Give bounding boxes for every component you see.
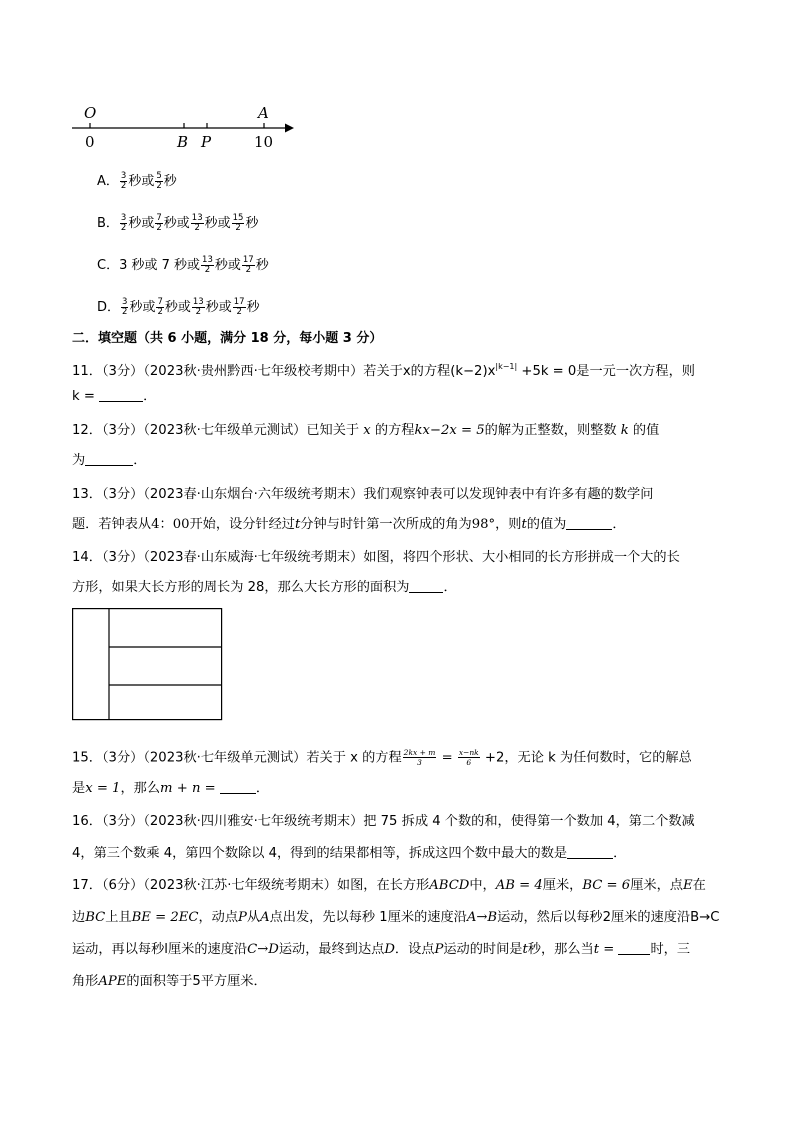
tick-label-10: 10 (254, 133, 274, 151)
fraction: $\frac{13}{2}$ (191, 213, 203, 233)
answer-blank-11[interactable] (99, 389, 143, 402)
question-17-line3: 运动，再以每秒l厘米的速度沿C→D运动，最终到达点D．设点P运动的时间是t秒，那么当t = 时，三 (72, 942, 691, 957)
outer-rectangle (73, 609, 222, 720)
question-12-line1: 12．（3分）（2023秋·七年级单元测试）已知关于 x 的方程kx−2x = 5的解为正整数，则整数 k 的值 (72, 423, 660, 438)
section-heading: 二．填空题（共 6 小题，满分 18 分，每小题 3 分） (72, 331, 383, 346)
fraction: $\frac{7}{2}$ (157, 297, 163, 317)
answer-blank-16[interactable] (567, 846, 613, 859)
question-15-line1: 15．（3分）（2023秋·七年级单元测试）若关于 x 的方程 $\frac{2kx + m}{3}$ = $\frac{x-nk}{6}$ +2，无论 k 为任何数时，它的解总 (72, 748, 692, 767)
rectangles-figure (72, 608, 224, 722)
fraction: $\frac{x-nk}{6}$ (458, 748, 479, 767)
label-a: A (258, 104, 269, 122)
question-17-line4: 角形APE的面积等于5平方厘米． (72, 974, 267, 989)
question-15-line2: 是x = 1，那么m + n = ． (72, 781, 270, 796)
fraction: $\frac{15}{2}$ (232, 213, 244, 233)
fraction: $\frac{7}{2}$ (156, 213, 162, 233)
question-13-line2: 题．若钟表从4：00开始，设分针经过t分钟与时针第一次所成的角为98°，则t的值为 ． (72, 517, 626, 532)
fraction: $\frac{13}{2}$ (202, 255, 213, 275)
label-p: P (201, 133, 212, 151)
question-14-line1: 14．（3分）（2023春·山东威海·七年级统考期末）如图，将四个形状、大小相同的长方形拼成一个大的长 (72, 550, 680, 565)
question-11-line1: 11．（3分）（2023秋·贵州黔西·七年级校考期中）若关于x的方程$(k-2)x^{|k-1|} +5k = 0$是一元一次方程，则 (72, 362, 695, 379)
answer-blank-17[interactable] (618, 942, 650, 955)
fraction: $\frac{3}{2}$ (122, 297, 128, 317)
option-b[interactable]: B． $\frac{3}{2}$ 秒或 $\frac{7}{2}$ 秒或 $\frac{13}{2}$ 秒或 $\frac{15}{2}$ 秒 (97, 213, 259, 233)
option-c[interactable]: C．3 秒或 7 秒或 $\frac{13}{2}$ 秒或 $\frac{17}{2}$ 秒 (97, 255, 269, 275)
answer-blank-15[interactable] (220, 781, 256, 794)
label-o: O (84, 104, 97, 122)
number-line-figure (66, 100, 306, 152)
fraction: $\frac{5}{2}$ (156, 171, 162, 191)
fraction: $\frac{2kx + m}{3}$ (403, 748, 436, 767)
answer-blank-12[interactable] (85, 453, 133, 466)
fraction: $\frac{17}{2}$ (242, 255, 254, 275)
question-12-line2: 为 ． (72, 453, 147, 468)
question-17-line2: 边BC上且BE = 2EC，动点P从A点出发，先以每秒 1厘米的速度沿A→B运动，然后以每秒2厘米的速度沿B→C (72, 910, 720, 925)
fraction: $\frac{3}{2}$ (120, 171, 127, 191)
question-13-line1: 13．（3分）（2023春·山东烟台·六年级统考期末）我们观察钟表可以发现钟表中有许多有趣的数学问 (72, 487, 654, 502)
answer-blank-13[interactable] (566, 517, 612, 530)
question-16-line2: 4，第三个数乘 4，第四个数除以 4，得到的结果都相等，拆成这四个数中最大的数是 ． (72, 846, 627, 861)
label-b: B (177, 133, 189, 151)
question-17-line1: 17．（6分）（2023秋·江苏·七年级统考期末）如图，在长方形ABCD中，AB = 4厘米，BC = 6厘米，点E在 (72, 878, 706, 893)
number-line-arrow (285, 124, 294, 133)
option-d[interactable]: D． $\frac{3}{2}$ 秒或 $\frac{7}{2}$ 秒或 $\frac{13}{2}$ 秒或 $\frac{17}{2}$ 秒 (97, 297, 260, 317)
question-16-line1: 16．（3分）（2023秋·四川雅安·七年级统考期末）把 75 拆成 4 个数的和，使得第一个数加 4，第二个数减 (72, 814, 695, 829)
question-11-line2: k = ． (72, 389, 157, 404)
fraction: $\frac{13}{2}$ (192, 297, 204, 317)
answer-blank-14[interactable] (409, 580, 443, 593)
question-14-line2: 方形，如果大长方形的周长为 28，那么大长方形的面积为 ． (72, 580, 457, 595)
option-a[interactable]: A． $\frac{3}{2}$ 秒或 $\frac{5}{2}$ 秒 (97, 171, 177, 191)
tick-label-0: 0 (85, 133, 95, 151)
fraction: $\frac{3}{2}$ (120, 213, 127, 233)
fraction: $\frac{17}{2}$ (233, 297, 245, 317)
